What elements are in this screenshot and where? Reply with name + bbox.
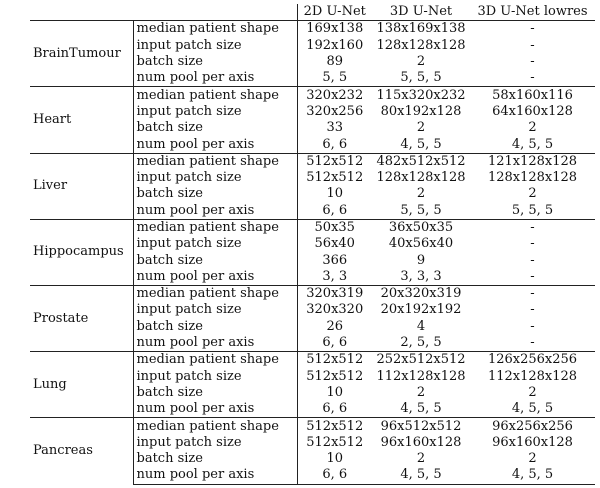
header-3d-unet: 3D U-Net <box>372 4 470 21</box>
value-3d-cell: 138x169x138 <box>376 21 466 37</box>
parameter-label-cell: median patient shape <box>133 87 297 104</box>
value-3d-lowres-cell: 4, 5, 5 <box>511 401 554 417</box>
table-body <box>30 21 595 484</box>
parameter-label-cell: input patch size <box>133 302 297 318</box>
table-row <box>30 418 595 435</box>
task-name-cell: Liver <box>30 153 133 219</box>
value-3d-cell: 2, 5, 5 <box>400 335 442 351</box>
value-3d-cell: 9 <box>416 252 426 268</box>
value-3d-cell: 20x192x192 <box>380 302 462 318</box>
header-2d-unet: 2D U-Net <box>297 4 372 21</box>
value-2d-cell: 10 <box>326 186 344 202</box>
value-2d-cell: 512x512 <box>297 418 372 435</box>
value-3d-lowres-cell: - <box>530 335 535 351</box>
parameter-label-cell: num pool per axis <box>133 136 297 153</box>
value-3d-lowres-cell: 4, 5, 5 <box>470 467 595 484</box>
value-3d-lowres-cell: 5, 5, 5 <box>511 202 554 218</box>
value-2d-cell: 89 <box>326 54 344 70</box>
table-row <box>30 286 595 303</box>
parameter-label-cell: batch size <box>133 385 297 401</box>
task-name-cell: BrainTumour <box>30 21 133 87</box>
parameter-label-cell: num pool per axis <box>133 269 297 286</box>
parameter-label-cell: num pool per axis <box>133 401 297 418</box>
value-2d-cell: 366 <box>322 252 348 268</box>
value-2d-cell: 50x35 <box>297 219 372 236</box>
value-3d-cell: 4 <box>416 318 426 334</box>
value-3d-cell: 115x320x232 <box>372 87 470 104</box>
value-3d-cell: 20x320x319 <box>372 286 470 303</box>
parameter-label-cell: batch size <box>133 252 297 268</box>
value-3d-lowres-cell: 2 <box>528 384 537 400</box>
value-3d-lowres-cell: - <box>530 37 535 53</box>
parameter-label-cell: input patch size <box>133 38 297 54</box>
value-3d-lowres-cell: - <box>530 302 535 318</box>
parameter-label-cell: batch size <box>133 54 297 70</box>
value-3d-lowres-cell: 64x160x128 <box>492 103 573 119</box>
header-3d-unet-lowres: 3D U-Net lowres <box>470 4 595 21</box>
table-row <box>30 153 595 170</box>
value-3d-cell: 2 <box>416 384 426 400</box>
value-3d-cell: 5, 5, 5 <box>400 202 442 218</box>
value-3d-lowres-cell: 2 <box>528 186 537 202</box>
value-3d-lowres-cell: 58x160x116 <box>470 87 595 104</box>
value-2d-cell: 26 <box>326 318 344 334</box>
table-row <box>30 219 595 236</box>
value-3d-cell: 4, 5, 5 <box>372 467 470 484</box>
value-2d-cell: 5, 5 <box>322 70 348 86</box>
value-3d-cell: 112x128x128 <box>376 368 466 384</box>
value-3d-lowres-cell: - <box>530 70 535 86</box>
value-2d-cell: 512x512 <box>297 352 372 369</box>
value-2d-cell: 512x512 <box>306 368 364 384</box>
value-3d-cell: 96x160x128 <box>380 434 462 450</box>
value-3d-cell: 2 <box>416 186 426 202</box>
header-empty-cell <box>30 4 297 21</box>
value-2d-cell: 56x40 <box>314 236 355 252</box>
value-3d-cell: 40x56x40 <box>388 236 454 252</box>
value-3d-lowres-cell: 121x128x128 <box>470 153 595 170</box>
parameter-label-cell: input patch size <box>133 435 297 451</box>
value-3d-cell: 2 <box>416 54 426 70</box>
value-2d-cell: 6, 6 <box>297 467 372 484</box>
value-3d-lowres-cell: - <box>530 21 535 37</box>
value-3d-cell: 128x128x128 <box>376 170 466 186</box>
value-2d-cell: 320x256 <box>306 103 364 119</box>
value-2d-cell: 320x319 <box>297 286 372 303</box>
value-2d-cell: 3, 3 <box>322 268 348 284</box>
value-3d-lowres-cell: 96x160x128 <box>492 434 573 450</box>
value-3d-lowres-cell: - <box>470 286 595 303</box>
parameter-label-cell: input patch size <box>133 170 297 186</box>
value-2d-cell: 33 <box>326 120 344 136</box>
value-2d-cell: 6, 6 <box>322 136 348 152</box>
value-3d-lowres-cell: 112x128x128 <box>487 368 578 384</box>
value-2d-cell: 512x512 <box>306 434 364 450</box>
value-2d-cell: 512x512 <box>297 153 372 170</box>
value-3d-lowres-cell: 2 <box>528 120 537 136</box>
parameter-label-cell: batch size <box>133 319 297 335</box>
parameter-label-cell: num pool per axis <box>133 335 297 352</box>
value-2d-cell: 192x160 <box>306 37 364 53</box>
value-2d-cell: 169x138 <box>306 21 364 37</box>
parameter-label-cell: batch size <box>133 186 297 202</box>
parameter-label-cell: median patient shape <box>133 153 297 170</box>
value-3d-cell: 482x512x512 <box>372 153 470 170</box>
parameter-label-cell: input patch size <box>133 104 297 120</box>
value-2d-cell: 6, 6 <box>322 335 348 351</box>
value-3d-lowres-cell: 126x256x256 <box>470 352 595 369</box>
task-name-cell: Prostate <box>30 286 133 352</box>
parameter-label-cell: median patient shape <box>133 219 297 236</box>
config-table-container <box>30 4 595 484</box>
parameter-label-cell: num pool per axis <box>133 467 297 484</box>
value-2d-cell: 320x320 <box>306 302 364 318</box>
task-name-cell: Hippocampus <box>30 219 133 285</box>
value-3d-lowres-cell: 4, 5, 5 <box>511 136 554 152</box>
value-3d-cell: 128x128x128 <box>376 37 466 53</box>
task-name-cell: Pancreas <box>30 418 133 484</box>
value-2d-cell: 512x512 <box>306 170 364 186</box>
value-3d-lowres-cell: 96x256x256 <box>470 418 595 435</box>
task-name-cell: Heart <box>30 87 133 153</box>
value-3d-cell: 2 <box>416 120 426 136</box>
value-3d-lowres-cell: - <box>530 252 535 268</box>
value-3d-lowres-cell: - <box>470 219 595 236</box>
table-row <box>30 21 595 38</box>
parameter-label-cell: batch size <box>133 451 297 467</box>
value-3d-lowres-cell: - <box>530 268 535 284</box>
value-3d-lowres-cell: - <box>530 54 535 70</box>
value-3d-cell: 80x192x128 <box>380 103 462 119</box>
value-3d-lowres-cell: - <box>530 318 535 334</box>
value-2d-cell: 6, 6 <box>322 202 348 218</box>
value-2d-cell: 320x232 <box>297 87 372 104</box>
value-3d-cell: 5, 5, 5 <box>400 70 442 86</box>
parameter-label-cell: median patient shape <box>133 418 297 435</box>
value-3d-cell: 3, 3, 3 <box>400 268 442 284</box>
header-row <box>30 4 595 21</box>
value-3d-cell: 4, 5, 5 <box>400 401 442 417</box>
table-row <box>30 87 595 104</box>
parameter-label-cell: batch size <box>133 120 297 136</box>
parameter-label-cell: median patient shape <box>133 286 297 303</box>
value-3d-cell: 96x512x512 <box>372 418 470 435</box>
parameter-label-cell: median patient shape <box>133 21 297 38</box>
task-name-cell: Lung <box>30 352 133 418</box>
parameter-label-cell: num pool per axis <box>133 203 297 220</box>
value-3d-lowres-cell: 2 <box>528 451 537 467</box>
parameter-label-cell: median patient shape <box>133 352 297 369</box>
parameter-label-cell: input patch size <box>133 236 297 252</box>
value-3d-cell: 36x50x35 <box>372 219 470 236</box>
network-config-table <box>30 4 595 485</box>
value-3d-cell: 4, 5, 5 <box>400 136 442 152</box>
value-2d-cell: 10 <box>326 451 344 467</box>
table-row <box>30 352 595 369</box>
value-3d-cell: 2 <box>416 451 426 467</box>
parameter-label-cell: input patch size <box>133 369 297 385</box>
value-2d-cell: 10 <box>326 384 344 400</box>
value-3d-lowres-cell: - <box>530 236 535 252</box>
parameter-label-cell: num pool per axis <box>133 70 297 87</box>
value-2d-cell: 6, 6 <box>322 401 348 417</box>
value-3d-cell: 252x512x512 <box>372 352 470 369</box>
value-3d-lowres-cell: 128x128x128 <box>487 170 578 186</box>
